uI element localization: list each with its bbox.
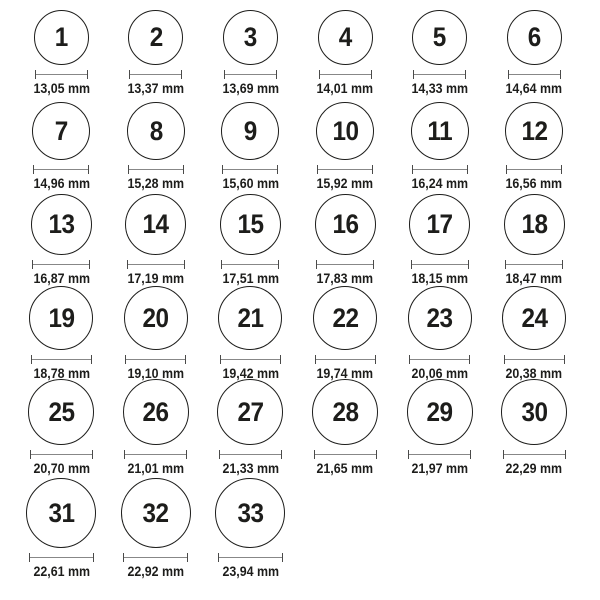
ring-circle	[34, 10, 89, 65]
diameter-label: 17,83 mm	[316, 271, 374, 286]
ring-size-item-10	[298, 102, 393, 194]
diameter-label: 14,64 mm	[505, 81, 563, 96]
ring-circle	[505, 102, 563, 160]
diameter-measure-line	[319, 70, 372, 79]
ring-size-number: 15	[237, 209, 264, 239]
ring-size-item-16	[298, 194, 393, 289]
ring-circle	[124, 286, 188, 350]
chart-row-1	[14, 4, 584, 99]
ring-size-item-4	[298, 10, 393, 99]
ring-size-number: 6	[527, 22, 541, 52]
ring-size-number: 30	[521, 396, 548, 427]
diameter-label: 22,92 mm	[127, 564, 185, 579]
ring-circle	[215, 478, 285, 548]
diameter-measure-line	[224, 70, 277, 79]
ring-size-number: 9	[243, 115, 258, 146]
diameter-label: 17,19 mm	[127, 271, 185, 286]
diameter-measure-line	[316, 260, 374, 269]
ring-circle	[504, 194, 565, 255]
diameter-label: 18,47 mm	[505, 271, 563, 286]
ring-size-number: 13	[48, 209, 75, 239]
diameter-label: 18,78 mm	[32, 366, 90, 381]
diameter-label: 14,01 mm	[316, 81, 374, 96]
diameter-measure-line	[221, 260, 279, 269]
chart-row-6	[14, 487, 584, 582]
diameter-measure-line	[506, 165, 562, 174]
ring-circle	[121, 478, 191, 548]
ring-circle	[507, 10, 562, 65]
diameter-measure-line	[123, 553, 188, 562]
ring-circle	[26, 478, 96, 548]
diameter-measure-line	[33, 165, 89, 174]
ring-circle	[315, 194, 376, 255]
ring-size-number: 7	[54, 115, 68, 146]
ring-size-number: 5	[433, 22, 447, 52]
diameter-label: 13,69 mm	[222, 81, 279, 96]
ring-size-item-14	[109, 194, 204, 289]
ring-size-item-7	[14, 102, 109, 194]
diameter-label: 20,70 mm	[32, 461, 90, 476]
ring-size-number: 11	[427, 115, 453, 146]
ring-size-item-20	[109, 286, 204, 384]
diameter-label: 13,37 mm	[127, 81, 185, 96]
ring-circle	[28, 379, 94, 445]
ring-size-item-11	[392, 102, 487, 194]
diameter-label: 18,15 mm	[411, 271, 468, 286]
ring-circle	[217, 379, 283, 445]
ring-size-item-2	[109, 10, 204, 99]
ring-circle	[412, 10, 467, 65]
ring-size-number: 22	[331, 302, 359, 333]
ring-circle	[29, 286, 93, 350]
diameter-measure-line	[314, 450, 377, 459]
ring-size-number: 12	[521, 115, 548, 146]
ring-size-item-27	[203, 379, 298, 479]
ring-circle	[502, 286, 566, 350]
chart-row-5	[14, 384, 584, 479]
ring-circle	[31, 194, 92, 255]
diameter-label: 15,28 mm	[127, 176, 185, 191]
ring-circle	[411, 102, 469, 160]
ring-size-item-26	[109, 379, 204, 479]
diameter-label: 19,42 mm	[222, 366, 279, 381]
ring-circle	[123, 379, 189, 445]
ring-circle	[316, 102, 374, 160]
diameter-measure-line	[218, 553, 283, 562]
diameter-measure-line	[129, 70, 182, 79]
diameter-label: 15,60 mm	[222, 176, 279, 191]
ring-size-number: 14	[142, 209, 169, 239]
diameter-measure-line	[412, 165, 468, 174]
ring-size-number: 33	[237, 497, 264, 528]
diameter-measure-line	[411, 260, 469, 269]
diameter-measure-line	[222, 165, 278, 174]
ring-size-number: 21	[237, 302, 264, 333]
ring-circle	[128, 10, 183, 65]
chart-row-2	[14, 99, 584, 194]
ring-circle	[407, 379, 473, 445]
diameter-measure-line	[505, 260, 563, 269]
diameter-label: 14,33 mm	[411, 81, 468, 96]
ring-circle	[408, 286, 472, 350]
ring-circle	[318, 10, 373, 65]
ring-circle	[32, 102, 90, 160]
ring-size-number: 27	[237, 396, 264, 427]
ring-size-item-9	[203, 102, 298, 194]
diameter-measure-line	[413, 70, 466, 79]
ring-size-item-29	[392, 379, 487, 479]
ring-size-item-15	[203, 194, 298, 289]
ring-circle	[501, 379, 567, 445]
diameter-measure-line	[124, 450, 187, 459]
diameter-label: 22,29 mm	[505, 461, 563, 476]
ring-size-item-8	[109, 102, 204, 194]
diameter-label: 16,24 mm	[411, 176, 468, 191]
diameter-measure-line	[125, 355, 186, 364]
ring-size-item-6	[487, 10, 582, 99]
diameter-label: 17,51 mm	[222, 271, 279, 286]
ring-size-item-22	[298, 286, 393, 384]
diameter-measure-line	[32, 260, 90, 269]
diameter-label: 19,74 mm	[316, 366, 374, 381]
ring-size-item-25	[14, 379, 109, 479]
diameter-label: 20,38 mm	[505, 366, 563, 381]
diameter-label: 21,33 mm	[222, 461, 279, 476]
diameter-label: 22,61 mm	[32, 564, 90, 579]
diameter-measure-line	[128, 165, 184, 174]
diameter-label: 19,10 mm	[127, 366, 185, 381]
ring-circle	[313, 286, 377, 350]
ring-size-item-5	[392, 10, 487, 99]
ring-size-item-13	[14, 194, 109, 289]
ring-size-number: 28	[331, 396, 359, 427]
ring-size-number: 31	[48, 497, 75, 528]
ring-circle	[125, 194, 186, 255]
ring-size-number: 10	[331, 115, 359, 146]
ring-size-item-18	[487, 194, 582, 289]
ring-size-number: 4	[338, 22, 352, 52]
ring-size-number: 16	[331, 209, 359, 239]
diameter-label: 20,06 mm	[411, 366, 468, 381]
diameter-measure-line	[31, 355, 92, 364]
ring-size-item-28	[298, 379, 393, 479]
ring-size-number: 3	[243, 22, 258, 52]
ring-circle	[223, 10, 278, 65]
ring-size-item-32	[109, 478, 204, 582]
ring-size-item-23	[392, 286, 487, 384]
ring-size-item-19	[14, 286, 109, 384]
ring-size-number: 25	[48, 396, 75, 427]
ring-size-number: 32	[142, 497, 169, 528]
diameter-measure-line	[127, 260, 185, 269]
diameter-label: 13,05 mm	[32, 81, 90, 96]
ring-size-item-31	[14, 478, 109, 582]
diameter-measure-line	[409, 355, 470, 364]
diameter-measure-line	[317, 165, 373, 174]
ring-size-item-3	[203, 10, 298, 99]
diameter-measure-line	[508, 70, 561, 79]
chart-row-3	[14, 194, 584, 289]
ring-size-item-21	[203, 286, 298, 384]
ring-size-item-17	[392, 194, 487, 289]
diameter-label: 16,56 mm	[505, 176, 563, 191]
ring-size-number: 18	[521, 209, 548, 239]
diameter-measure-line	[219, 450, 282, 459]
diameter-measure-line	[220, 355, 281, 364]
ring-circle	[218, 286, 282, 350]
diameter-measure-line	[503, 450, 566, 459]
ring-size-item-33	[203, 478, 298, 582]
diameter-measure-line	[35, 70, 88, 79]
ring-circle	[409, 194, 470, 255]
diameter-measure-line	[315, 355, 376, 364]
diameter-label: 21,01 mm	[127, 461, 185, 476]
ring-size-number: 26	[142, 396, 169, 427]
ring-size-item-24	[487, 286, 582, 384]
ring-circle	[127, 102, 185, 160]
diameter-measure-line	[30, 450, 93, 459]
ring-size-number: 20	[142, 302, 169, 333]
ring-size-number: 19	[48, 302, 75, 333]
ring-size-item-12	[487, 102, 582, 194]
diameter-label: 16,87 mm	[32, 271, 90, 286]
ring-size-number: 1	[54, 22, 68, 52]
diameter-measure-line	[29, 553, 94, 562]
diameter-label: 14,96 mm	[32, 176, 90, 191]
diameter-label: 15,92 mm	[316, 176, 374, 191]
ring-size-item-30	[487, 379, 582, 479]
diameter-measure-line	[408, 450, 471, 459]
diameter-measure-line	[504, 355, 565, 364]
ring-circle	[220, 194, 281, 255]
ring-size-number: 29	[426, 396, 453, 427]
ring-size-number: 2	[149, 22, 163, 52]
diameter-label: 23,94 mm	[222, 564, 279, 579]
diameter-label: 21,97 mm	[411, 461, 468, 476]
ring-size-number: 8	[149, 115, 163, 146]
ring-circle	[312, 379, 378, 445]
ring-size-number: 17	[426, 209, 453, 239]
ring-size-item-1	[14, 10, 109, 99]
ring-size-number: 23	[426, 302, 453, 333]
ring-size-number: 24	[521, 302, 548, 333]
ring-circle	[221, 102, 279, 160]
diameter-label: 21,65 mm	[316, 461, 374, 476]
chart-row-4	[14, 289, 584, 384]
